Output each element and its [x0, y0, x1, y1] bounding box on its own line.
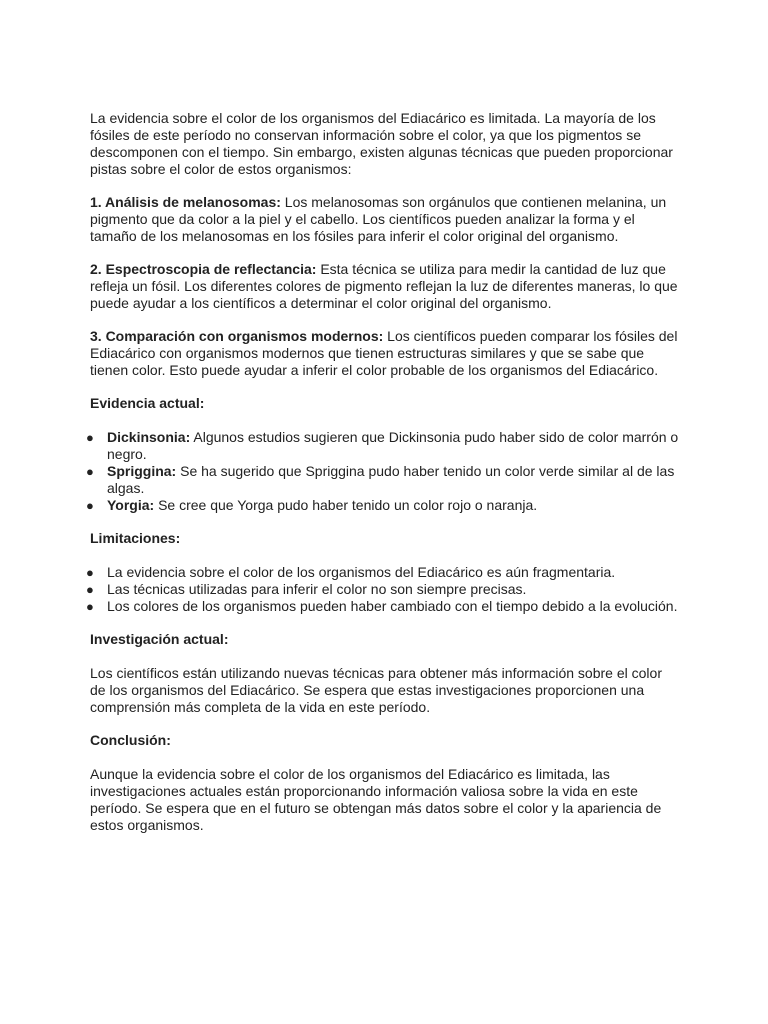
document-page	[86, 110, 680, 850]
organism-text: Algunos estudios sugieren que Dickinsonia pudo haber sido de color marrón o negro.	[107, 429, 679, 462]
limitation-text: Los colores de los organismos pueden haber cambiado con el tiempo debido a la evolución.	[107, 598, 678, 614]
technique-paragraph	[90, 261, 680, 312]
bullet-icon: ●	[86, 430, 94, 445]
technique-text: Esta técnica se utiliza para medir la cantidad de luz que refleja un fósil. Los diferentes colores de pigmento reflejan la luz de diferentes maneras, lo que puede ayudar a los científicos a determinar el color original del organismo.	[90, 261, 678, 311]
evidence-list	[86, 429, 680, 514]
research-paragraph: Los científicos están utilizando nuevas técnicas para obtener más información sobre el color de los organismos del Ediacárico. Se espera que estas investigaciones proporcionen una comprensión más completa de la vida en este período.	[90, 665, 662, 715]
technique-title: 2. Espectroscopia de reflectancia:	[90, 261, 317, 277]
organism-text: Se cree que Yorga pudo haber tenido un color rojo o naranja.	[154, 497, 538, 513]
list-item	[86, 598, 680, 615]
limitation-text: La evidencia sobre el color de los organismos del Ediacárico es aún fragmentaria.	[107, 564, 616, 580]
conclusion-paragraph: Aunque la evidencia sobre el color de los organismos del Ediacárico es limitada, las investigaciones actuales están proporcionando información valiosa sobre la vida en este período. Se espera que en el futuro se obtengan más datos sobre el color y la apariencia de estos organismos.	[90, 766, 662, 833]
technique-text: Los científicos pueden comparar los fósiles del Ediacárico con organismos modernos que tienen estructuras similares y que se sabe que tienen color. Esto puede ayudar a inferir el color probable de los organismos del Ediacárico.	[90, 328, 678, 378]
research-heading: Investigación actual:	[90, 631, 229, 647]
organism-text: Se ha sugerido que Spriggina pudo haber tenido un color verde similar al de las algas.	[107, 463, 675, 496]
list-item	[86, 497, 680, 514]
technique-title: 1. Análisis de melanosomas:	[90, 194, 281, 210]
limitation-text: Las técnicas utilizadas para inferir el color no son siempre precisas.	[107, 581, 527, 597]
bullet-icon: ●	[86, 599, 94, 614]
limitations-list	[86, 564, 680, 615]
technique-paragraph	[90, 194, 680, 245]
list-item	[86, 581, 680, 598]
conclusion-heading: Conclusión:	[90, 732, 171, 748]
bullet-icon: ●	[86, 565, 94, 580]
evidence-heading: Evidencia actual:	[90, 395, 205, 411]
technique-text: Los melanosomas son orgánulos que contienen melanina, un pigmento que da color a la piel y el cabello. Los científicos pueden analizar la forma y el tamaño de los melanosomas en los fósiles para inferir el color original del organismo.	[90, 194, 667, 244]
technique-paragraph	[90, 328, 680, 379]
list-item	[86, 463, 680, 497]
bullet-icon: ●	[86, 582, 94, 597]
organism-name: Spriggina:	[107, 463, 177, 479]
list-item	[86, 564, 680, 581]
list-item	[86, 429, 680, 463]
intro-paragraph: La evidencia sobre el color de los organismos del Ediacárico es limitada. La mayoría de los fósiles de este período no conservan información sobre el color, ya que los pigmentos se descomponen con el tiempo. Sin embargo, existen algunas técnicas que pueden proporcionar pistas sobre el color de estos organismos:	[90, 110, 673, 177]
technique-title: 3. Comparación con organismos modernos:	[90, 328, 384, 344]
organism-name: Yorgia:	[107, 497, 155, 513]
bullet-icon: ●	[86, 498, 94, 513]
limitations-heading: Limitaciones:	[90, 530, 181, 546]
organism-name: Dickinsonia:	[107, 429, 191, 445]
bullet-icon: ●	[86, 464, 94, 479]
